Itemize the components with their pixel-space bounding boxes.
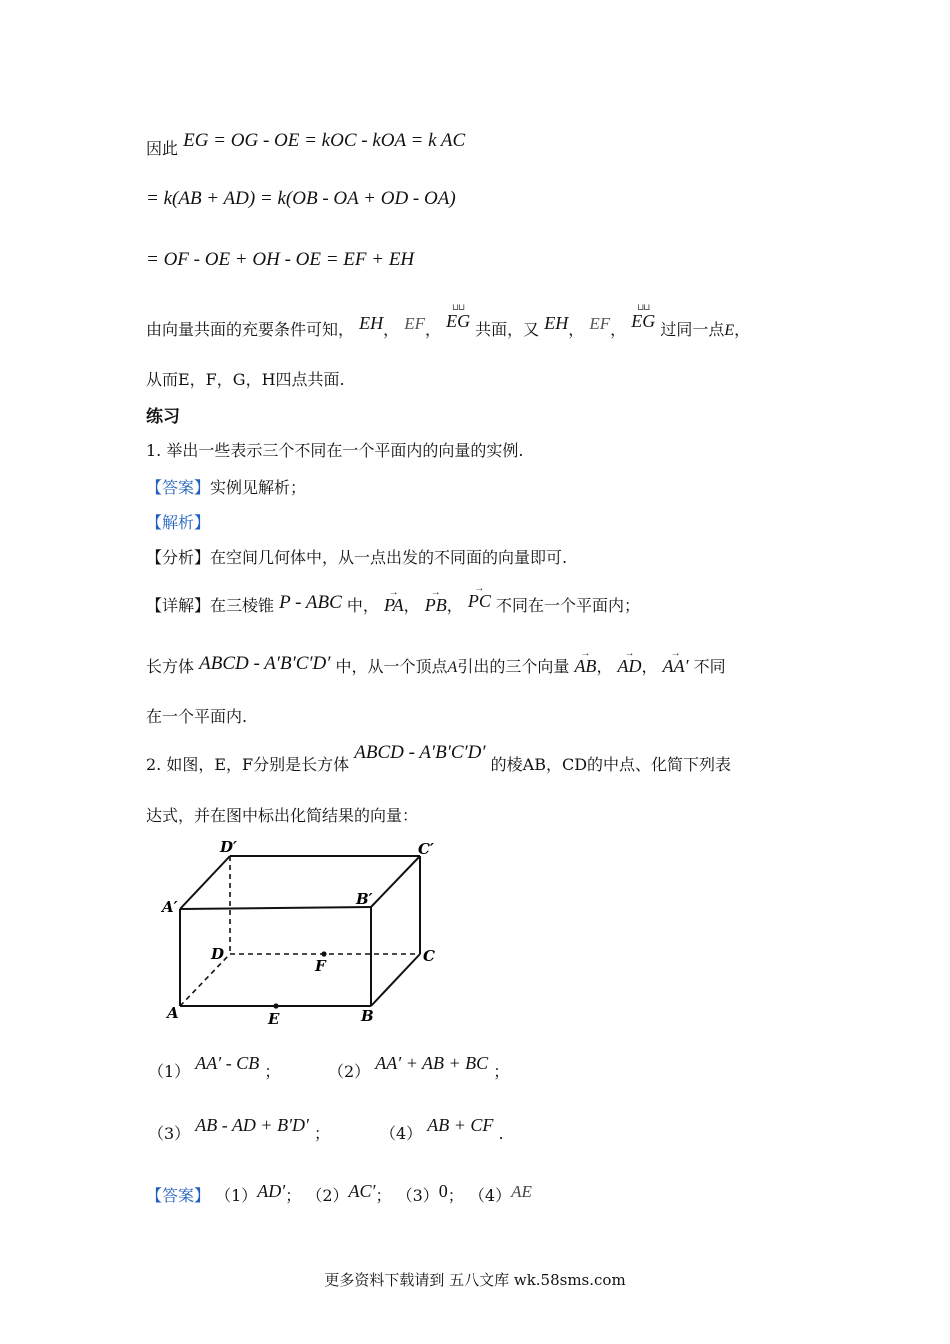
label-F: F: [315, 957, 326, 975]
point-F: [321, 951, 326, 956]
point-E: [273, 1003, 278, 1008]
math-eq-1: EG = OG - OE = kOC - kOA = k AC: [183, 130, 466, 151]
label-E: E: [268, 1010, 280, 1028]
footer-watermark-text: 更多资料下载请到 五八文库 wk.58sms.com: [324, 1271, 626, 1289]
question-2-cont: 达式，并在图中标出化简结果的向量：: [146, 806, 419, 825]
derivation-line-2: [146, 188, 456, 210]
q1-box-line-2: 在一个平面内.: [146, 707, 248, 726]
label-Cp: C′: [418, 840, 434, 858]
math-eq-2: = k(AB + AD) = k(OB - OA + OD - OA): [146, 188, 456, 209]
q2-answer: 【答案】 （1）AD′； （2）AC′； （3）0； （4）AE: [146, 1181, 532, 1205]
item-1: （1） AA′ - CB ；: [148, 1053, 281, 1081]
label-D: D: [211, 945, 225, 963]
derivation-line-4: 由向量共面的充要条件可知， EH， EF， ⊔⊔ EG 共面，又 EH， EF， ⊔⊔ EG 过同一点E，: [146, 318, 750, 342]
item-3: （3） AB - AD + B′D′ ；: [148, 1115, 331, 1143]
q1-answer: 【答案】实例见解析；: [146, 478, 307, 497]
practice-heading: 练习: [146, 407, 180, 427]
label-B: B: [361, 1007, 374, 1025]
edge-Ap-Bp: [180, 907, 371, 909]
derivation-line-5: 从而E，F，G，H四点共面.: [146, 370, 345, 389]
edge-Bp-Cp: [371, 856, 420, 907]
q1-fenxi: 【分析】在空间几何体中，从一点出发的不同面的向量即可.: [146, 548, 568, 567]
label-Dp: D′: [220, 838, 237, 856]
label-C: C: [423, 947, 435, 965]
edge-Ap-Dp: [180, 856, 230, 909]
math-eq-3: = OF - OE + OH - OE = EF + EH: [146, 249, 415, 270]
derivation-line-3: [146, 249, 414, 271]
q1-box-line: 长方体 ABCD - A′B′C′D′ 中，从一个顶点A引出的三个向量 → AB， → AD， → AA′ 不同: [146, 655, 726, 679]
label-A: A: [167, 1004, 179, 1022]
item-2: （2） AA′ + AB + BC ；: [328, 1053, 510, 1081]
question-2: 2. 如图，E，F分别是长方体 ABCD - A′B′C′D′ 的棱AB，CD的中点、化简下列表: [146, 742, 732, 774]
item-4: （4） AB + CF .: [380, 1115, 504, 1143]
question-1: 1. 举出一些表示三个不同在一个平面内的向量的实例.: [146, 441, 524, 460]
q1-detail: 【详解】在三棱锥 P - ABC 中， → PA， → PB， → PC 不同在一个平面内；: [146, 594, 640, 617]
edge-B-C: [371, 954, 420, 1006]
cuboid-figure: [158, 834, 458, 1034]
label-Ap: A′: [162, 898, 178, 916]
q1-analysis-tag: 【解析】: [146, 513, 211, 532]
label-Bp: B′: [356, 890, 373, 908]
derivation-line-1: 因此 EG = OG - OE = kOC - kOA = k AC: [146, 130, 466, 158]
